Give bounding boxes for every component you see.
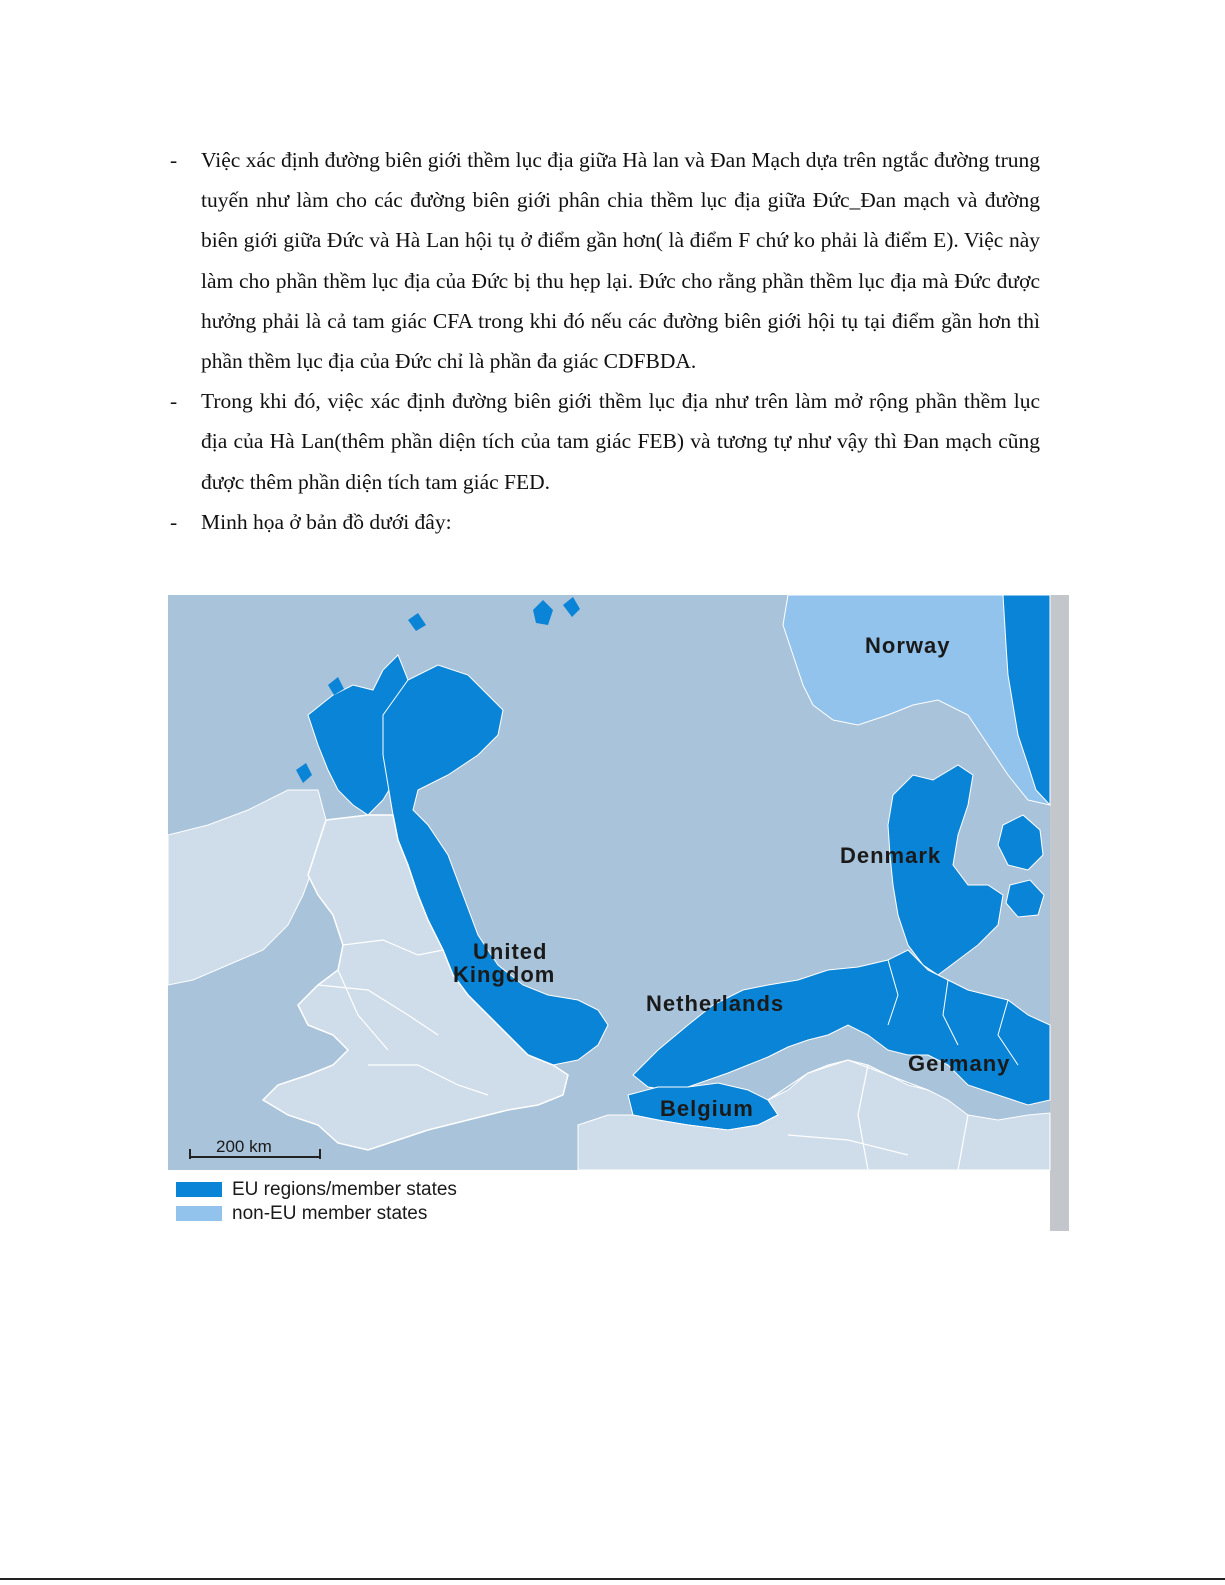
bullet-dash: - xyxy=(170,148,178,172)
denmark-label: Denmark xyxy=(840,843,942,868)
netherlands-label: Netherlands xyxy=(646,991,785,1016)
paragraph-3 xyxy=(170,502,1040,542)
bullet-dash: - xyxy=(170,509,178,534)
legend-swatch-eu xyxy=(176,1182,222,1197)
paragraph-text: Việc xác định đường biên giới thềm lục địa giữa Hà lan và Đan Mạch dựa trên ngtắc đường trung tuyến như làm cho các đường biên giới phân chia thềm lục địa giữa Đức_Đan mạch và đường biên giới giữa Đức và Hà Lan hội tụ ở điểm gần hơn( là điểm F chứ ko phải là điểm E). Việc này làm cho phần thềm lục địa của Đức bị thu hẹp lại. Đức cho rằng phần thềm lục địa mà Đức được hưởng phải là cả tam giác CFA trong khi đó nếu các đường biên giới hội tụ tại điểm gần hơn thì phần thềm lục địa của Đức chỉ là phần đa giác CDFBDA. xyxy=(201,148,1040,374)
germany-label: Germany xyxy=(908,1051,1011,1076)
belgium-label: Belgium xyxy=(660,1096,754,1121)
map-graphic xyxy=(168,595,1069,1231)
uk-label-line2: Kingdom xyxy=(453,962,556,987)
legend-label-non-eu: non-EU member states xyxy=(232,1203,428,1224)
text-content xyxy=(170,140,1040,542)
paragraph-text: Minh họa ở bản đồ dưới đây: xyxy=(201,509,452,534)
bullet-dash: - xyxy=(170,389,178,414)
paragraph-2 xyxy=(170,381,1040,502)
legend-label-eu: EU regions/member states xyxy=(232,1179,457,1200)
legend-swatch-non-eu xyxy=(176,1206,222,1221)
uk-label-line1: United xyxy=(473,939,548,964)
north-sea-map xyxy=(168,595,1069,1231)
scroll-strip xyxy=(1050,595,1069,1231)
paragraph-text: Trong khi đó, việc xác định đường biên giới thềm lục địa như trên làm mở rộng phần thềm lục địa của Hà Lan(thêm phần diện tích của tam giác FEB) và tương tự như vậy thì Đan mạch cũng được thêm phần diện tích tam giác FED. xyxy=(201,389,1040,494)
paragraph-1 xyxy=(170,140,1040,381)
page-bottom-rule xyxy=(0,1578,1225,1580)
norway-label: Norway xyxy=(865,633,951,658)
scale-label: 200 km xyxy=(216,1137,272,1156)
